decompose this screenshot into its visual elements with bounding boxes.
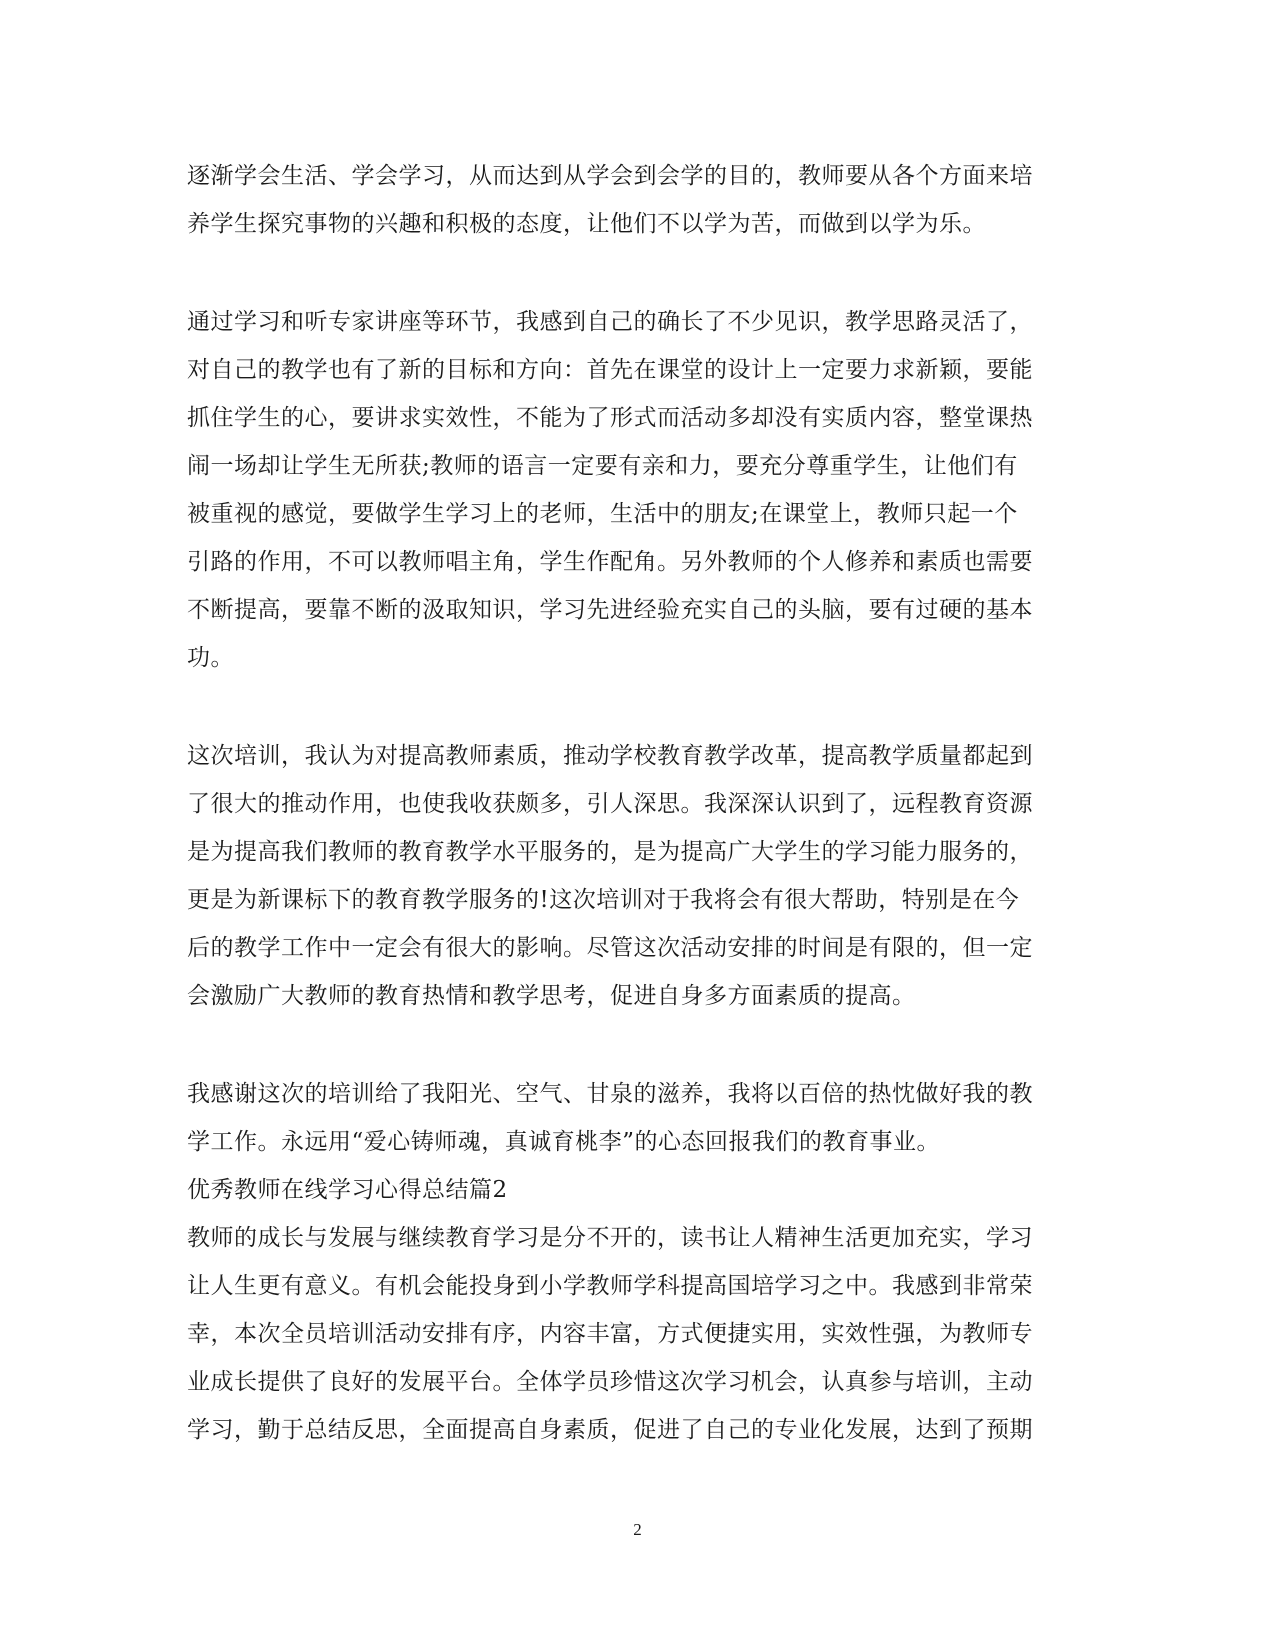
paragraph xyxy=(187,152,1092,248)
text-line: 学习，勤于总结反思，全面提高自身素质，促进了自己的专业化发展，达到了预期 xyxy=(187,1417,1033,1443)
text-line: 引路的作用，不可以教师唱主角，学生作配角。另外教师的个人修养和素质也需要 xyxy=(187,549,1033,575)
text-line: 养学生探究事物的兴趣和积极的态度，让他们不以学为苦，而做到以学为乐。 xyxy=(187,211,986,237)
paragraph-spacer xyxy=(187,1020,1092,1070)
text-line: 是为提高我们教师的教育教学水平服务的，是为提高广大学生的学习能力服务的， xyxy=(187,839,1033,865)
text-line: 逐渐学会生活、学会学习，从而达到从学会到会学的目的，教师要从各个方面来培 xyxy=(187,163,1033,189)
text-line: 抓住学生的心，要讲求实效性，不能为了形式而活动多却没有实质内容，整堂课热 xyxy=(187,405,1033,431)
text-line: 我感谢这次的培训给了我阳光、空气、甘泉的滋养，我将以百倍的热忱做好我的教 xyxy=(187,1081,1033,1107)
paragraph xyxy=(187,298,1092,682)
text-line: 对自己的教学也有了新的目标和方向：首先在课堂的设计上一定要力求新颖，要能 xyxy=(187,357,1033,383)
text-line: 这次培训，我认为对提高教师素质，推动学校教育教学改革，提高教学质量都起到 xyxy=(187,743,1033,769)
text-line: 更是为新课标下的教育教学服务的!这次培训对于我将会有很大帮助，特别是在今 xyxy=(187,887,1020,913)
paragraph-spacer xyxy=(187,248,1092,298)
text-line: 不断提高，要靠不断的汲取知识，学习先进经验充实自己的头脑，要有过硬的基本 xyxy=(187,597,1033,623)
section-heading: 优秀教师在线学习心得总结篇2 xyxy=(187,1177,508,1203)
text-line: 业成长提供了良好的发展平台。全体学员珍惜这次学习机会，认真参与培训，主动 xyxy=(187,1369,1033,1395)
paragraph xyxy=(187,1070,1092,1454)
text-line: 教师的成长与发展与继续教育学习是分不开的，读书让人精神生活更加充实，学习 xyxy=(187,1225,1033,1251)
paragraph-spacer xyxy=(187,682,1092,732)
text-line: 让人生更有意义。有机会能投身到小学教师学科提高国培学习之中。我感到非常荣 xyxy=(187,1273,1033,1299)
text-line: 功。 xyxy=(187,645,234,671)
text-line: 会激励广大教师的教育热情和教学思考，促进自身多方面素质的提高。 xyxy=(187,983,916,1009)
paragraph xyxy=(187,732,1092,1020)
page-number: 2 xyxy=(633,1520,642,1539)
text-line: 闹一场却让学生无所获;教师的语言一定要有亲和力，要充分尊重学生，让他们有 xyxy=(187,453,1018,479)
text-line: 通过学习和听专家讲座等环节，我感到自己的确长了不少见识，教学思路灵活了， xyxy=(187,309,1033,335)
document-body xyxy=(187,152,1092,1454)
text-line: 了很大的推动作用，也使我收获颇多，引人深思。我深深认识到了，远程教育资源 xyxy=(187,791,1033,817)
text-line: 后的教学工作中一定会有很大的影响。尽管这次活动安排的时间是有限的，但一定 xyxy=(187,935,1033,961)
text-line: 被重视的感觉，要做学生学习上的老师，生活中的朋友;在课堂上，教师只起一个 xyxy=(187,501,1018,527)
text-line: 学工作。永远用“爱心铸师魂，真诚育桃李”的心态回报我们的教育事业。 xyxy=(187,1129,941,1155)
text-line: 幸，本次全员培训活动安排有序，内容丰富，方式便捷实用，实效性强，为教师专 xyxy=(187,1321,1033,1347)
